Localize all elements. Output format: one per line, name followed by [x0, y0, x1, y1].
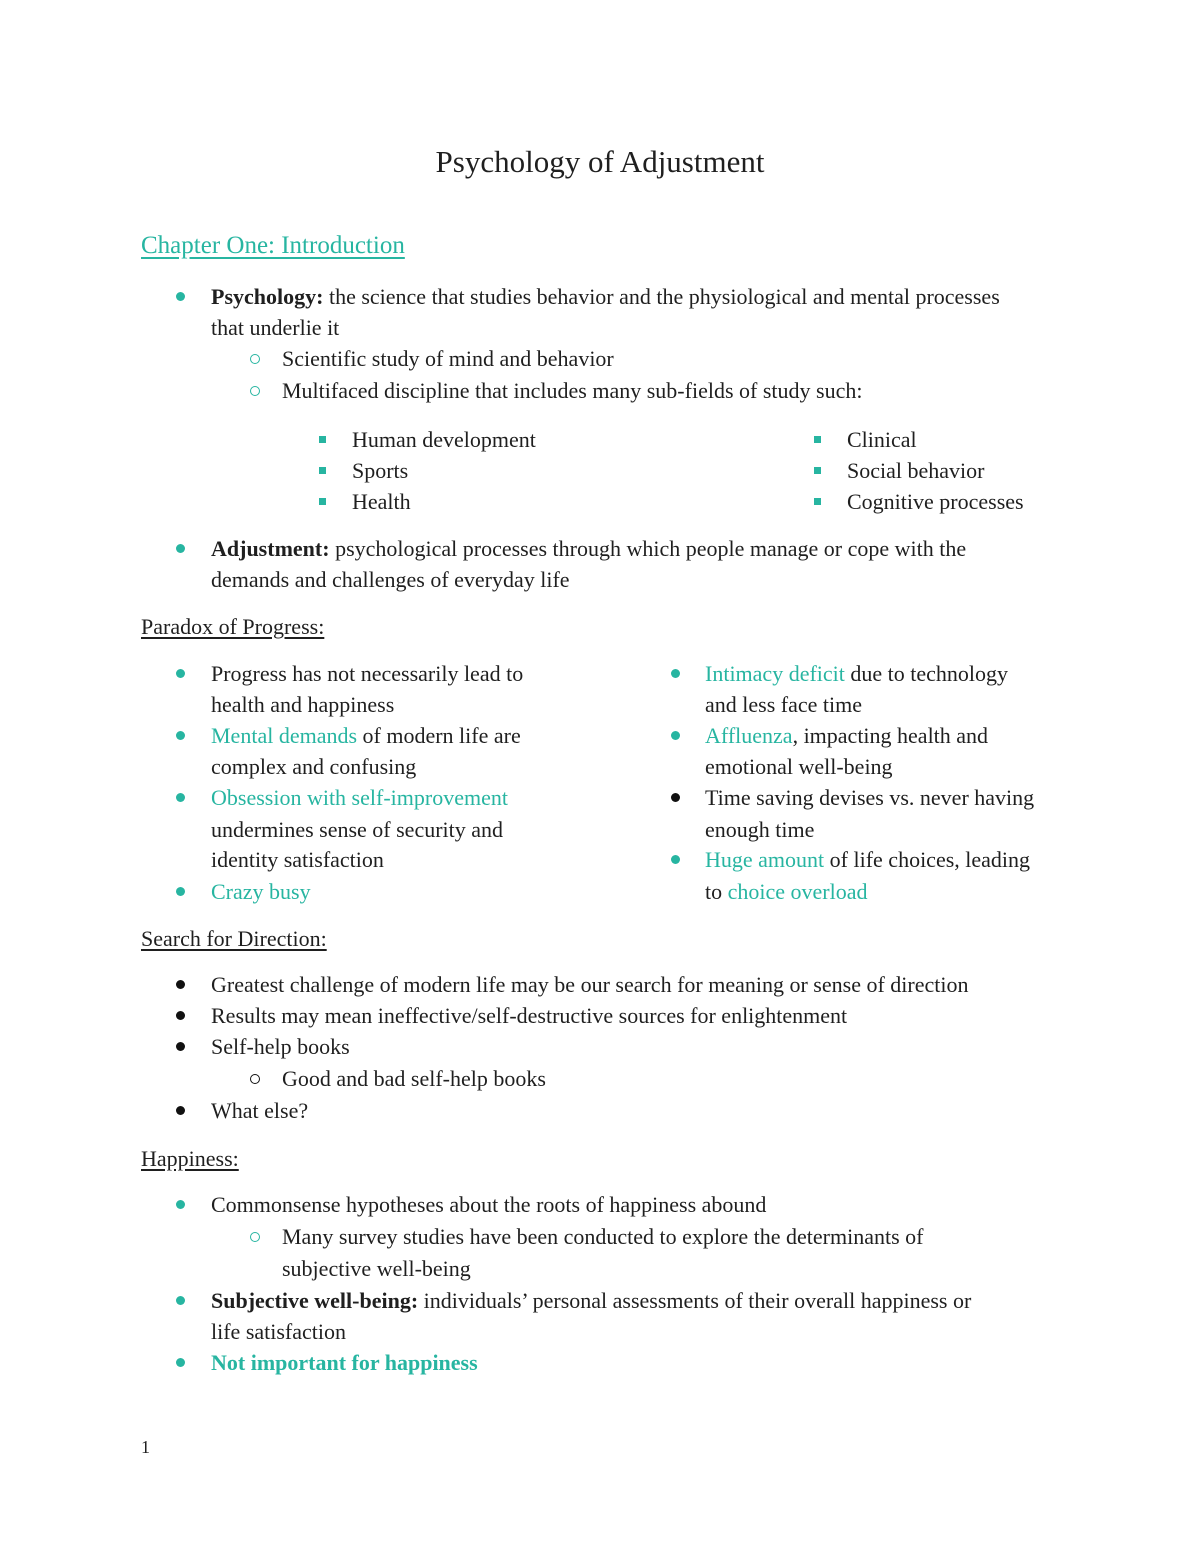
- adjustment-definition-line1: [211, 533, 966, 564]
- bullet-icon: [671, 793, 680, 802]
- highlight-term: Affluenza: [705, 723, 793, 748]
- highlight-term: Mental demands: [211, 723, 358, 748]
- chapter-heading: Chapter One: Introduction: [141, 232, 405, 259]
- bullet-icon: [671, 731, 680, 740]
- bullet-icon: [176, 1011, 185, 1020]
- field-item: Health: [352, 489, 411, 514]
- psychology-term: Psychology:: [211, 284, 324, 309]
- paradox-right-item: Time saving devises vs. never having: [705, 785, 1035, 810]
- not-important-heading: Not important for happiness: [211, 1350, 478, 1375]
- item-text: to: [705, 879, 728, 904]
- bullet-icon: [176, 980, 185, 989]
- highlight-term: Huge amount: [705, 847, 825, 872]
- highlight-term: choice overload: [727, 879, 868, 904]
- search-sub-item: Good and bad self-help books: [282, 1066, 546, 1091]
- bullet-icon: [176, 1106, 185, 1115]
- square-bullet-icon: [814, 436, 821, 443]
- paradox-left-item: [211, 720, 521, 751]
- circle-bullet-icon: [250, 354, 260, 364]
- circle-bullet-icon: [250, 386, 260, 396]
- highlight-term: Crazy busy: [211, 879, 311, 904]
- paradox-left-item: Progress has not necessarily lead to: [211, 661, 524, 686]
- happiness-sub-item-cont: subjective well-being: [282, 1256, 471, 1281]
- psychology-definition-text: the science that studies behavior and the physiological and mental processes: [323, 284, 1000, 309]
- page-title: Psychology of Adjustment: [435, 144, 765, 179]
- square-bullet-icon: [319, 436, 326, 443]
- bullet-icon: [671, 855, 680, 864]
- paradox-left-item-cont: undermines sense of security and: [211, 817, 504, 842]
- field-item: Sports: [352, 458, 409, 483]
- highlight-term: Obsession with self-improvement: [211, 785, 508, 810]
- bullet-icon: [176, 793, 185, 802]
- search-direction-heading: Search for Direction:: [141, 926, 327, 951]
- psychology-sub-item: Multifaced discipline that includes many sub-fields of study such:: [282, 378, 863, 403]
- field-item: Social behavior: [847, 458, 985, 483]
- paradox-right-item: [705, 844, 1030, 875]
- square-bullet-icon: [319, 498, 326, 505]
- paradox-left-item-cont: identity satisfaction: [211, 847, 384, 872]
- swb-definition-line2: life satisfaction: [211, 1319, 347, 1344]
- paradox-left-item-cont: health and happiness: [211, 692, 395, 717]
- happiness-sub-item: Many survey studies have been conducted to explore the determinants of: [282, 1224, 924, 1249]
- search-item: Self-help books: [211, 1034, 350, 1059]
- bullet-icon: [176, 887, 185, 896]
- item-text: of modern life are: [357, 723, 521, 748]
- circle-bullet-icon: [250, 1074, 260, 1084]
- paradox-left-item-cont: complex and confusing: [211, 754, 417, 779]
- paradox-right-item: [705, 720, 988, 751]
- item-text: of life choices, leading: [824, 847, 1031, 872]
- search-item: Results may mean ineffective/self-destructive sources for enlightenment: [211, 1003, 848, 1028]
- swb-term: Subjective well-being:: [211, 1288, 419, 1313]
- bullet-icon: [176, 1200, 185, 1209]
- square-bullet-icon: [319, 467, 326, 474]
- circle-bullet-icon: [250, 1232, 260, 1242]
- swb-definition-text: individuals’ personal assessments of their overall happiness or: [418, 1288, 972, 1313]
- happiness-heading: Happiness:: [141, 1146, 239, 1171]
- bullet-icon: [176, 1042, 185, 1051]
- bullet-icon: [671, 669, 680, 678]
- paradox-right-item: [705, 658, 1008, 689]
- psychology-definition-line1: [211, 281, 1000, 312]
- bullet-icon: [176, 544, 185, 553]
- paradox-right-item-cont: and less face time: [705, 692, 862, 717]
- adjustment-definition-line2: demands and challenges of everyday life: [211, 567, 570, 592]
- psychology-definition-line2: that underlie it: [211, 315, 340, 340]
- search-item: Greatest challenge of modern life may be our search for meaning or sense of direction: [211, 972, 969, 997]
- bullet-icon: [176, 731, 185, 740]
- bullet-icon: [176, 669, 185, 678]
- adjustment-definition-text: psychological processes through which people manage or cope with the: [329, 536, 967, 561]
- bullet-icon: [176, 1296, 185, 1305]
- page-number: 1: [141, 1437, 150, 1457]
- paradox-heading: Paradox of Progress:: [141, 614, 325, 639]
- square-bullet-icon: [814, 467, 821, 474]
- item-text: due to technology: [844, 661, 1009, 686]
- paradox-right-item-cont: enough time: [705, 817, 815, 842]
- highlight-term: Intimacy deficit: [705, 661, 845, 686]
- field-item: Clinical: [847, 427, 917, 452]
- search-item: What else?: [211, 1098, 309, 1123]
- field-item: Cognitive processes: [847, 489, 1024, 514]
- bullet-icon: [176, 292, 185, 301]
- field-item: Human development: [352, 427, 536, 452]
- square-bullet-icon: [814, 498, 821, 505]
- happiness-item: Commonsense hypotheses about the roots of happiness abound: [211, 1192, 767, 1217]
- paradox-right-item-cont: [705, 876, 868, 907]
- psychology-sub-item: Scientific study of mind and behavior: [282, 346, 614, 371]
- swb-definition-line1: [211, 1285, 971, 1316]
- bullet-icon: [176, 1358, 185, 1367]
- paradox-right-item-cont: emotional well-being: [705, 754, 893, 779]
- adjustment-term: Adjustment:: [211, 536, 330, 561]
- item-text: , impacting health and: [792, 723, 989, 748]
